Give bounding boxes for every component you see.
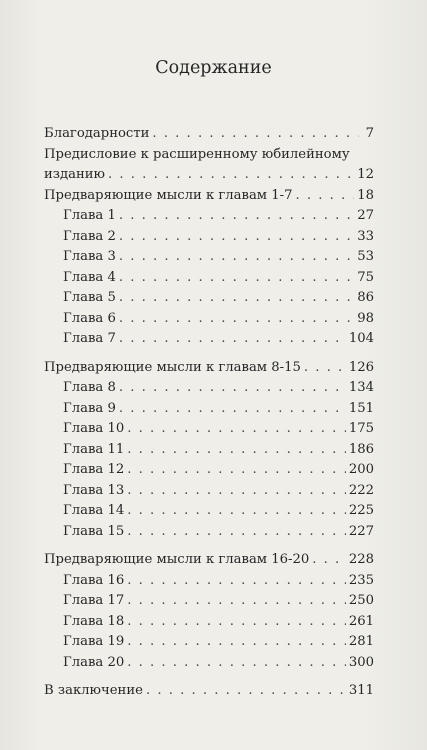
- toc-entry-title: Благодарности: [44, 126, 150, 141]
- toc-entry-page: 18: [357, 187, 374, 203]
- toc-entry-page: 228: [348, 552, 374, 567]
- toc-entry-title: Глава 12: [63, 462, 125, 477]
- dot-leader: [304, 358, 346, 379]
- dot-leader: [127, 419, 346, 440]
- table-of-contents: [44, 124, 374, 702]
- toc-entry-title: изданию: [44, 167, 106, 182]
- toc-entry[interactable]: [44, 206, 374, 227]
- toc-entry-title: Предваряющие мысли к главам 1-7: [44, 187, 293, 203]
- toc-entry-title: Глава 11: [63, 441, 125, 457]
- toc-entry[interactable]: [44, 522, 374, 543]
- toc-entry-title: Глава 15: [63, 523, 125, 539]
- toc-entry-page: 27: [357, 208, 374, 223]
- toc-entry-title: Глава 6: [63, 310, 116, 326]
- toc-entry[interactable]: [44, 653, 374, 674]
- toc-entry-page: 12: [357, 167, 374, 182]
- toc-entry[interactable]: [44, 378, 374, 399]
- toc-entry-page: 151: [348, 400, 374, 416]
- toc-entry-title: Глава 4: [63, 269, 116, 285]
- toc-entry-page: 311: [348, 683, 374, 698]
- dot-leader: [127, 440, 346, 461]
- toc-entry-page: 225: [348, 503, 374, 518]
- dot-leader: [119, 329, 346, 350]
- toc-entry[interactable]: [44, 268, 374, 289]
- toc-entry-page: 53: [357, 249, 374, 264]
- dot-leader: [127, 653, 346, 674]
- dot-leader: [296, 186, 355, 207]
- toc-entry[interactable]: [44, 329, 374, 350]
- dot-leader: [119, 268, 354, 289]
- toc-entry[interactable]: [44, 145, 374, 186]
- toc-entry-title: Глава 1: [63, 208, 116, 223]
- toc-entry-page: 126: [348, 359, 374, 375]
- toc-entry[interactable]: [44, 227, 374, 248]
- toc-entry-title-line1: Предисловие к расширенному юбилейному: [44, 146, 350, 162]
- toc-entry-page: 235: [348, 572, 374, 588]
- toc-entry-page: 75: [357, 269, 374, 285]
- toc-entry-title: Глава 8: [63, 380, 116, 395]
- dot-leader: [127, 522, 346, 543]
- toc-entry[interactable]: [44, 632, 374, 653]
- toc-entry[interactable]: [44, 399, 374, 420]
- dot-leader: [146, 681, 346, 702]
- toc-entry[interactable]: [44, 501, 374, 522]
- toc-entry-title: Глава 2: [63, 228, 116, 244]
- toc-entry-title: Глава 14: [63, 503, 125, 518]
- toc-entry-page: 86: [357, 290, 374, 305]
- toc-entry-page: 200: [348, 462, 374, 477]
- toc-entry-page: 281: [348, 634, 374, 649]
- toc-entry[interactable]: [44, 612, 374, 633]
- dot-leader: [119, 247, 354, 268]
- toc-entry[interactable]: [44, 571, 374, 592]
- toc-entry-page: 222: [348, 482, 374, 498]
- dot-leader: [119, 288, 354, 309]
- toc-entry[interactable]: [44, 358, 374, 379]
- toc-entry-title: Глава 5: [63, 290, 116, 305]
- dot-leader: [127, 571, 346, 592]
- dot-leader: [119, 309, 354, 330]
- toc-entry-page: 7: [365, 126, 374, 141]
- toc-entry-page: 227: [348, 523, 374, 539]
- toc-entry-page: 261: [348, 613, 374, 629]
- toc-entry-title: Глава 3: [63, 249, 116, 264]
- toc-entry[interactable]: [44, 124, 374, 145]
- toc-entry-title: Глава 9: [63, 400, 116, 416]
- toc-entry[interactable]: [44, 681, 374, 702]
- dot-leader: [127, 612, 346, 633]
- toc-entry[interactable]: [44, 460, 374, 481]
- toc-entry-page: 250: [348, 593, 374, 608]
- toc-entry-title: Предваряющие мысли к главам 16-20: [44, 552, 310, 567]
- dot-leader: [119, 399, 346, 420]
- dot-leader: [127, 591, 346, 612]
- toc-entry[interactable]: [44, 550, 374, 571]
- toc-entry[interactable]: [44, 186, 374, 207]
- toc-entry-page: 175: [348, 421, 374, 436]
- dot-leader: [127, 481, 346, 502]
- dot-leader: [119, 206, 354, 227]
- toc-entry-title: Предваряющие мысли к главам 8-15: [44, 359, 301, 375]
- toc-entry[interactable]: [44, 309, 374, 330]
- toc-entry-title: Глава 13: [63, 482, 125, 498]
- dot-leader: [119, 378, 346, 399]
- toc-entry-title: Глава 16: [63, 572, 125, 588]
- dot-leader: [312, 550, 346, 571]
- toc-entry[interactable]: [44, 288, 374, 309]
- dot-leader: [119, 227, 354, 248]
- toc-entry-title: Глава 19: [63, 634, 125, 649]
- toc-entry-title: Глава 17: [63, 593, 125, 608]
- toc-entry-title: Глава 20: [63, 654, 125, 670]
- dot-leader: [127, 460, 346, 481]
- dot-leader: [127, 632, 346, 653]
- dot-leader: [152, 124, 359, 145]
- toc-entry-title: В заключение: [44, 683, 143, 698]
- dot-leader: [127, 501, 346, 522]
- toc-entry-page: 300: [348, 654, 374, 670]
- toc-entry-title: Глава 10: [63, 421, 125, 436]
- toc-entry[interactable]: [44, 440, 374, 461]
- toc-entry[interactable]: [44, 591, 374, 612]
- toc-entry[interactable]: [44, 481, 374, 502]
- toc-entry-page: 98: [357, 310, 374, 326]
- toc-entry-title: Глава 18: [63, 613, 125, 629]
- toc-entry-title: Глава 7: [63, 331, 116, 346]
- toc-entry-page: 33: [357, 228, 374, 244]
- toc-entry[interactable]: [44, 247, 374, 268]
- toc-entry[interactable]: [44, 419, 374, 440]
- toc-entry-page: 134: [348, 380, 374, 395]
- toc-entry-page: 186: [348, 441, 374, 457]
- page-title: Содержание: [155, 58, 272, 78]
- toc-entry-page: 104: [348, 331, 374, 346]
- dot-leader: [108, 165, 354, 186]
